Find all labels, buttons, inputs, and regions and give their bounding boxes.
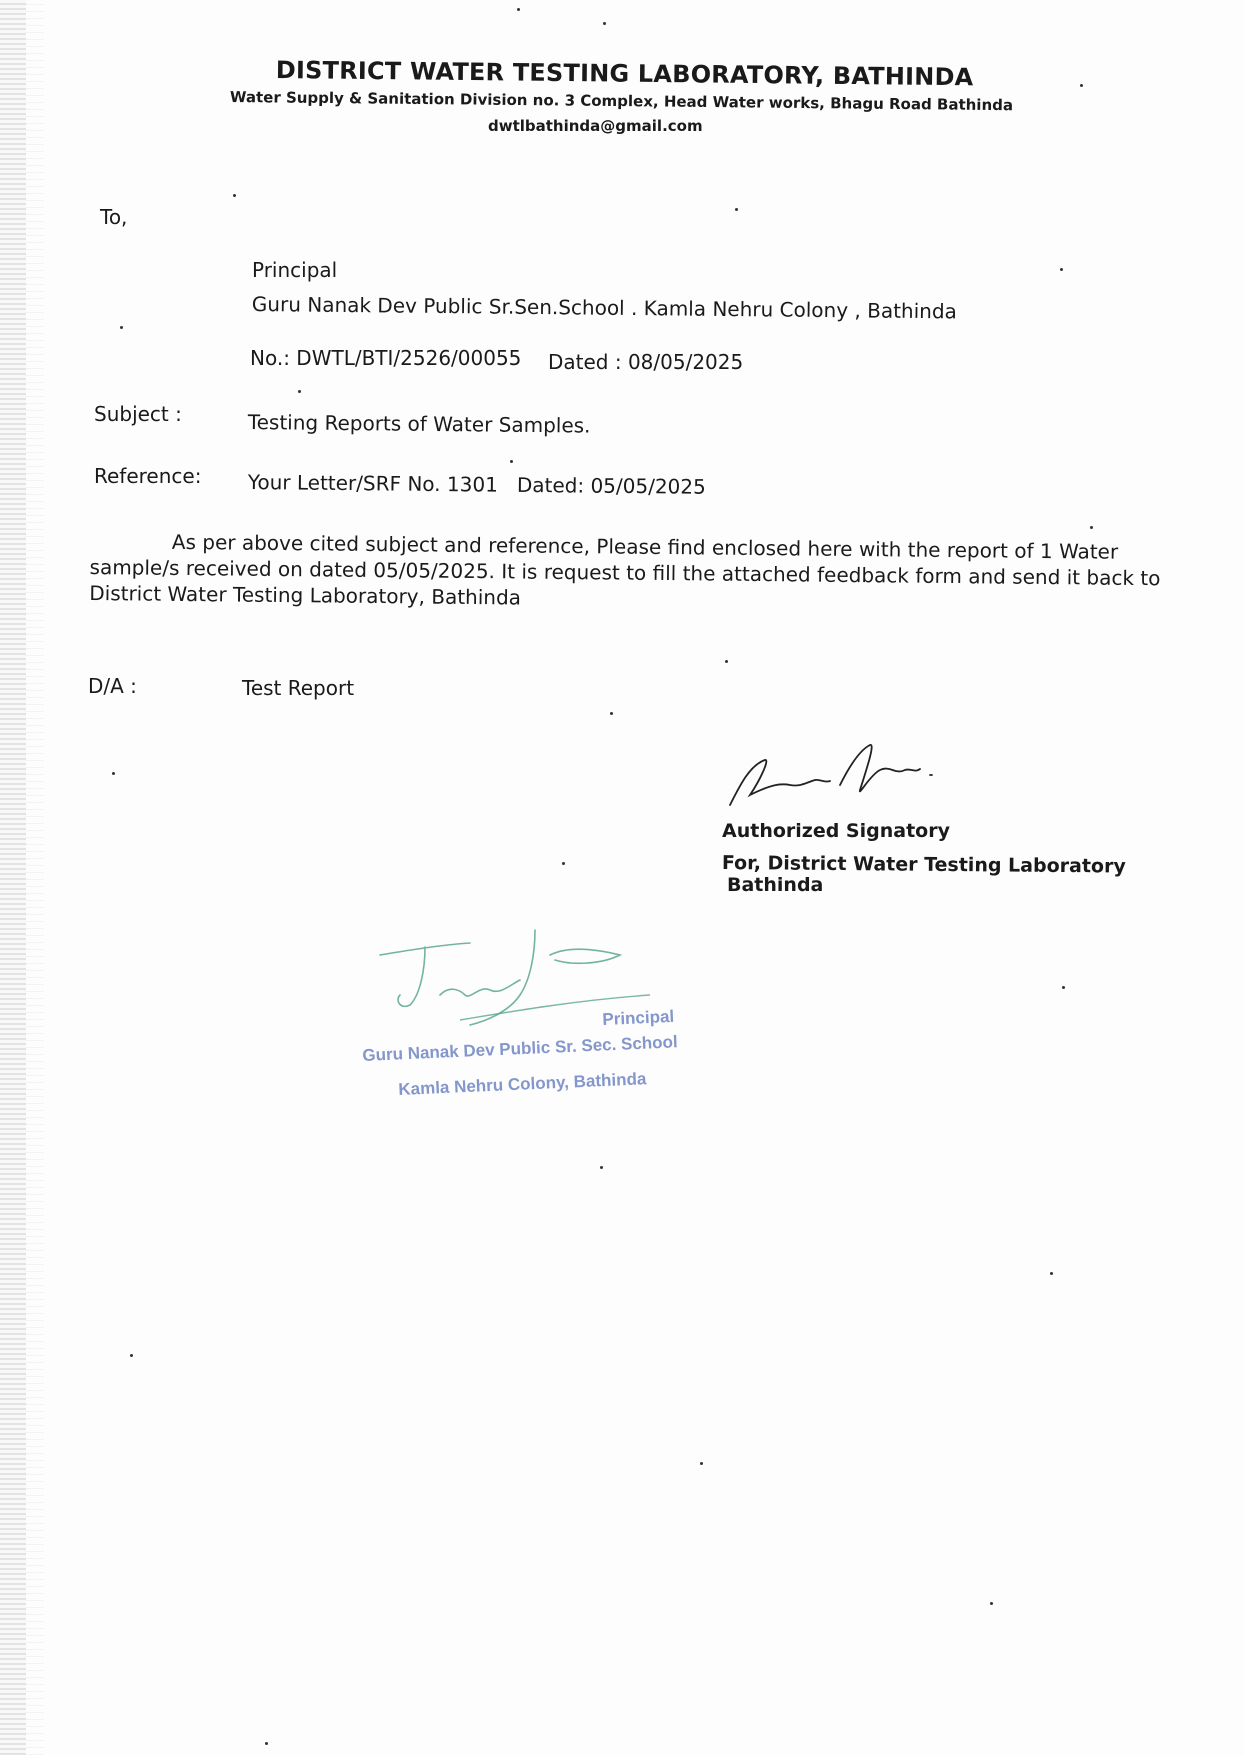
letterhead-email: dwtlbathinda@gmail.com [488,117,703,135]
scan-speck [112,772,115,775]
recipient-name: Principal [252,258,338,282]
enclosure-label: D/A : [88,674,137,698]
scan-speck [735,208,738,211]
scan-speck [562,862,565,865]
scan-speck [700,1462,703,1465]
signatory-organization: For, District Water Testing Laboratory [721,852,1126,878]
letterhead-address: Water Supply & Sanitation Division no. 3 Complex, Head Water works, Bhagu Road Bathinda [229,88,1014,115]
stamp-school: Guru Nanak Dev Public Sr. Sec. School [362,1032,679,1065]
authorized-signature [720,735,960,815]
letterhead-title: DISTRICT WATER TESTING LABORATORY, BATHINDA [275,56,974,92]
reference-label: Reference: [94,464,202,488]
scan-speck [1080,84,1083,87]
signatory-title: Authorized Signatory [722,820,950,842]
scan-speck [1050,1272,1053,1275]
scan-speck [610,712,613,715]
scan-edge-artifact [0,0,26,1755]
scan-speck [517,8,520,11]
enclosure-value: Test Report [242,676,355,700]
scan-speck [298,390,301,393]
scan-speck [603,22,606,25]
scan-speck [1090,526,1093,529]
recipient-organization: Guru Nanak Dev Public Sr.Sen.School . Kamla Nehru Colony , Bathinda [251,292,957,324]
scan-speck [725,660,728,663]
subject-label: Subject : [94,402,182,426]
scan-speck [233,194,236,197]
reference-value: Your Letter/SRF No. 1301 Dated: 05/05/2025 [247,470,706,499]
letter-number: No.: DWTL/BTI/2526/00055 [250,346,522,370]
scan-speck [1062,986,1065,989]
scan-speck [120,326,123,329]
scan-edge-artifact [26,0,44,1755]
paragraph-indent [90,548,172,549]
scan-speck [510,460,513,463]
signatory-city: Bathinda [727,874,824,896]
scan-speck [130,1354,133,1357]
scan-speck [265,1742,268,1745]
scan-speck [1060,268,1063,271]
body-paragraph [89,528,1170,617]
scan-speck [600,1166,603,1169]
stamp-address: Kamla Nehru Colony, Bathinda [398,1069,647,1099]
stamp-role: Principal [602,1006,675,1029]
letter-date: Dated : 08/05/2025 [548,350,744,374]
subject-value: Testing Reports of Water Samples. [247,410,591,438]
body-text: As per above cited subject and reference, Please find enclosed here with the report of 1 Water sample/s received on dated 05/05/2025. It is request to fill the attached feedback form and send it back to District Water Testing Laboratory, Bathinda [89,529,1161,610]
scan-speck [990,1602,993,1605]
salutation: To, [100,205,128,229]
